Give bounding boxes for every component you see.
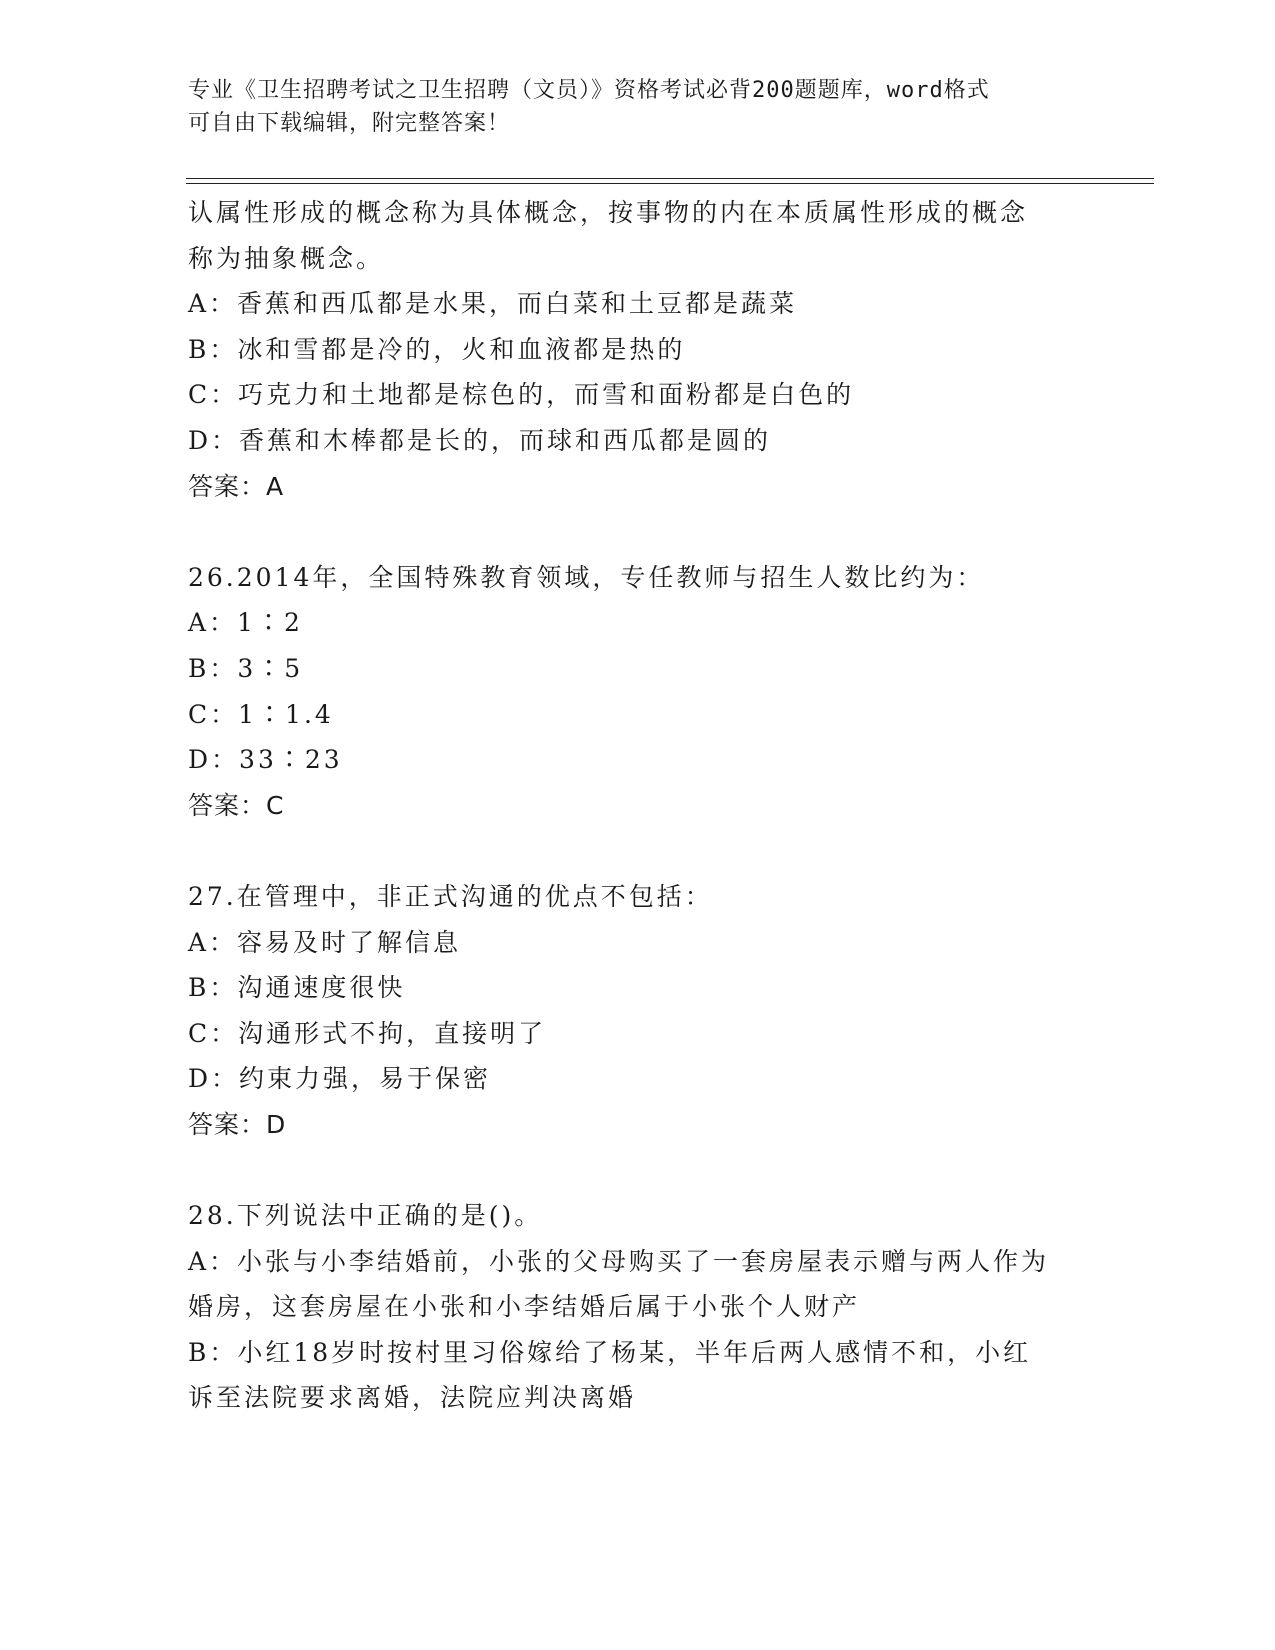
- q27-question: 27.在管理中，非正式沟通的优点不包括：: [188, 881, 713, 911]
- q26-question: 26.2014年，全国特殊教育领域，专任教师与招生人数比约为：: [188, 562, 985, 592]
- q27-option-c: C：沟通形式不拘，直接明了: [188, 1018, 547, 1048]
- question-27: [188, 874, 1148, 1148]
- intro-line-1: 认属性形成的概念称为具体概念，按事物的内在本质属性形成的概念: [188, 198, 1029, 227]
- header-rule-top: [186, 178, 1154, 179]
- q25-option-b: B：冰和雪都是冷的，火和血液都是热的: [188, 334, 686, 364]
- spacer: [188, 828, 1148, 874]
- header-rule-bottom: [186, 183, 1154, 184]
- q28-question: 28.下列说法中正确的是()。: [188, 1201, 543, 1231]
- question-25-options: [188, 281, 1148, 509]
- q27-answer: 答案：D: [188, 1109, 287, 1139]
- q28-option-b-line-1: B：小红18岁时按村里习俗嫁给了杨某，半年后两人感情不和，小红: [188, 1337, 1032, 1367]
- q26-option-a: A：1∶2: [188, 608, 303, 638]
- spacer: [188, 509, 1148, 555]
- document-body: [188, 190, 1148, 1421]
- q25-option-c: C：巧克力和土地都是棕色的，而雪和面粉都是白色的: [188, 380, 855, 410]
- q27-option-b: B：沟通速度很快: [188, 973, 406, 1003]
- q27-option-a: A：容易及时了解信息: [188, 927, 462, 957]
- q28-option-a-line-1: A：小张与小李结婚前，小张的父母购买了一套房屋表示赠与两人作为: [188, 1246, 1050, 1276]
- q25-answer: 答案：A: [188, 471, 285, 501]
- q27-option-d: D：约束力强，易于保密: [188, 1064, 492, 1094]
- header-line-2: 可自由下载编辑，附完整答案！: [188, 111, 511, 136]
- document-header: [188, 74, 1088, 140]
- q26-answer: 答案：C: [188, 790, 285, 820]
- question-26: [188, 555, 1148, 829]
- q26-option-c: C：1∶1.4: [188, 699, 334, 729]
- q28-option-a-line-2: 婚房，这套房屋在小张和小李结婚后属于小张个人财产: [188, 1292, 861, 1322]
- intro-line-2: 称为抽象概念。: [188, 243, 385, 273]
- question-28: [188, 1193, 1148, 1421]
- q26-option-b: B：3∶5: [188, 653, 304, 683]
- q28-option-b-line-2: 诉至法院要求离婚，法院应判决离婚: [188, 1383, 637, 1413]
- spacer: [188, 1147, 1148, 1193]
- q25-option-a: A：香蕉和西瓜都是水果，而白菜和土豆都是蔬菜: [188, 289, 798, 319]
- q25-option-d: D：香蕉和木棒都是长的，而球和西瓜都是圆的: [188, 425, 772, 455]
- header-line-1: 专业《卫生招聘考试之卫生招聘（文员）》资格考试必背200题题库，word格式: [188, 78, 990, 103]
- q26-option-d: D：33∶23: [188, 745, 343, 775]
